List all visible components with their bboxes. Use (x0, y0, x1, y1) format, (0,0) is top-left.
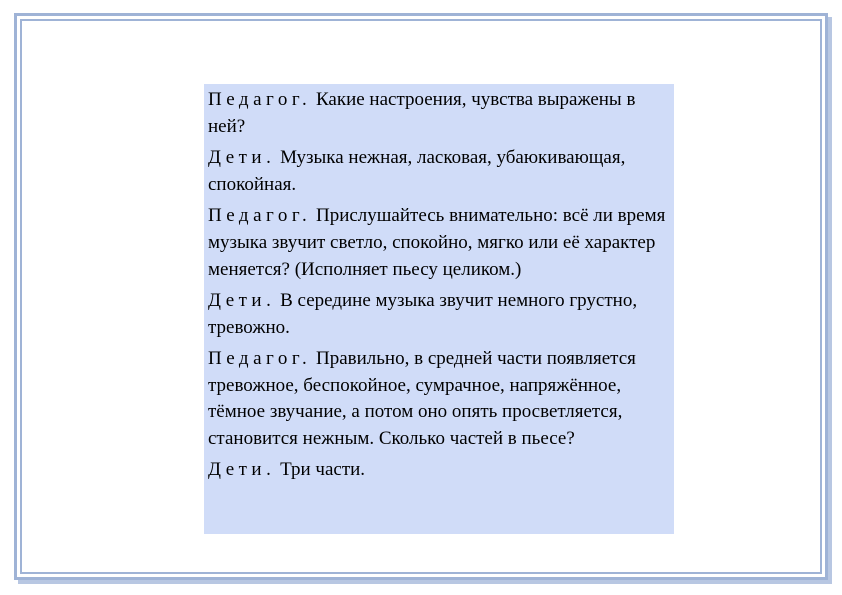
speaker-label: Дети. (208, 146, 276, 168)
dialogue-line (208, 457, 671, 484)
speaker-label: Педагог. (208, 347, 312, 369)
dialogue-text: В середине музыка звучит немного грустно, тревожно. (208, 289, 638, 338)
speaker-label: Педагог. (208, 204, 312, 226)
dialogue-line (208, 346, 671, 453)
dialogue-text-box (204, 84, 674, 534)
dialogue-line (208, 288, 671, 342)
dialogue-text: Какие настроения, чувства выражены в ней? (208, 89, 636, 137)
dialogue-text: Музыка нежная, ласковая, убаюкивающая, спокойная. (208, 146, 626, 195)
dialogue-text: Три части. (275, 459, 366, 481)
speaker-label: Дети. (208, 459, 276, 481)
frame-shadow (828, 17, 832, 583)
speaker-label: Педагог. (208, 89, 312, 110)
dialogue-text: Правильно, в средней части появляется тревожное, беспокойное, сумрачное, напряжённое, тёмное звучание, а потом оно опять просветляется, становится нежным. Сколько частей в пьесе? (208, 347, 636, 450)
dialogue-line (208, 87, 671, 141)
dialogue-line (208, 203, 671, 283)
dialogue-line (208, 145, 671, 199)
dialogue-text: Прислушайтесь внимательно: всё ли время музыка звучит светло, спокойно, мягко или её характер меняется? (Исполняет пьесу целиком.) (208, 204, 666, 280)
speaker-label: Дети. (208, 289, 276, 311)
frame-shadow (18, 580, 832, 584)
